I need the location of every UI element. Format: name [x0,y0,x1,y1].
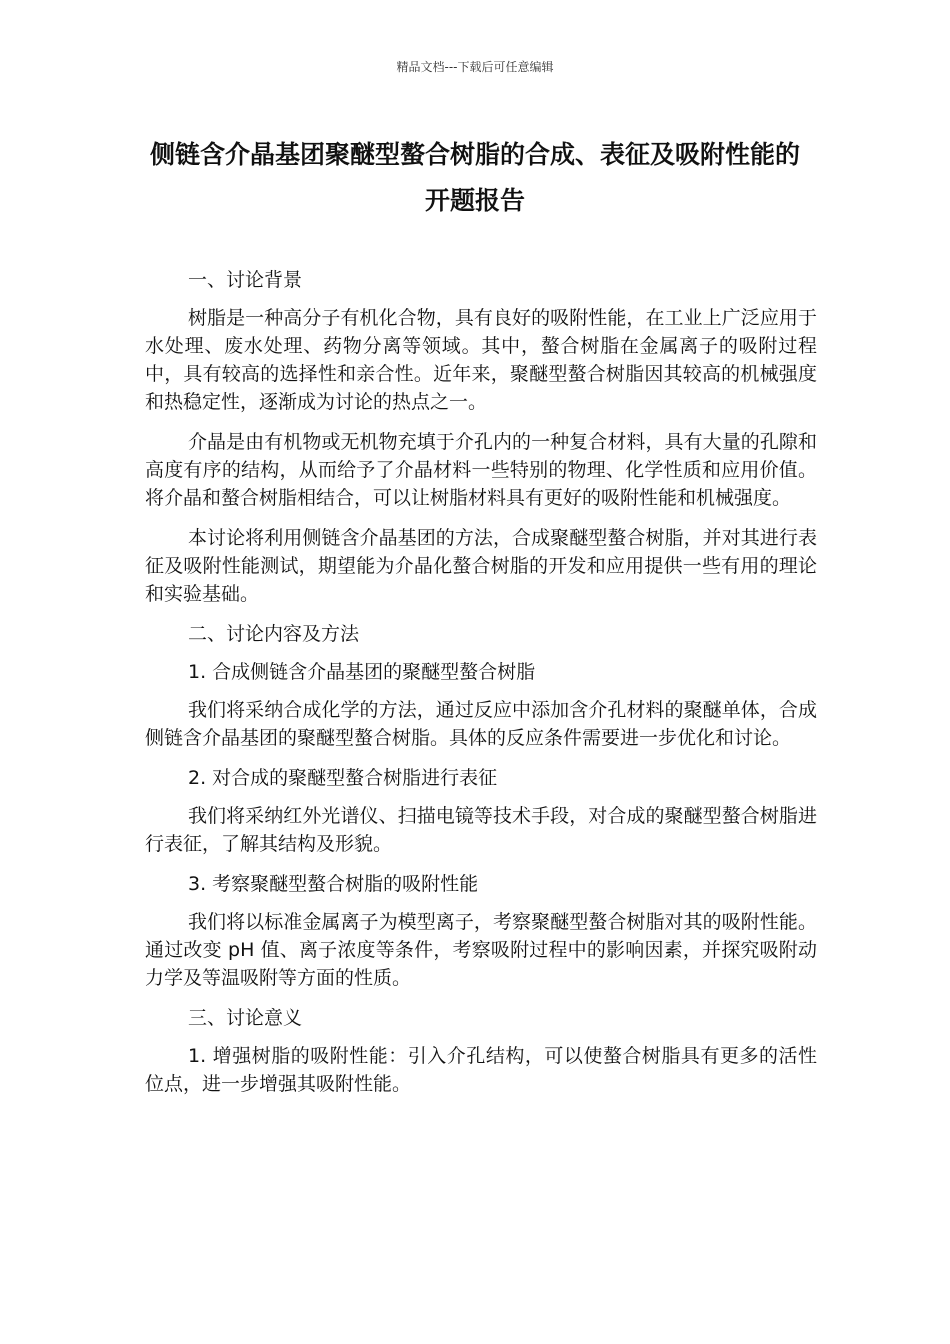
paragraph-research-aim: 本讨论将利用侧链含介晶基团的方法，合成聚醚型螯合树脂，并对其进行表征及吸附性能测试，期望能为介晶化螯合树脂的开发和应用提供一些有用的理论和实验基础。 [145,527,817,605]
subheading-adsorption: 3. 考察聚醚型螯合树脂的吸附性能 [188,873,479,895]
section-heading-significance: 三、讨论意义 [188,1007,303,1029]
section-heading-background: 一、讨论背景 [188,269,303,291]
document-title: 侧链含介晶基团聚醚型螯合树脂的合成、表征及吸附性能的开题报告 [149,140,800,215]
paragraph-synthesis: 我们将采纳合成化学的方法，通过反应中添加含介孔材料的聚醚单体，合成侧链含介晶基团的聚醚型螯合树脂。具体的反应条件需要进一步优化和讨论。 [145,699,817,749]
paragraph-adsorption: 我们将以标准金属离子为模型离子，考察聚醚型螯合树脂对其的吸附性能。通过改变 pH 值、离子浓度等条件，考察吸附过程中的影响因素，并探究吸附动力学及等温吸附等方面的性质。 [145,911,817,989]
document-body [145,266,817,1110]
paragraph-resin-intro: 树脂是一种高分子有机化合物，具有良好的吸附性能，在工业上广泛应用于水处理、废水处理、药物分离等领域。其中，螯合树脂在金属离子的吸附过程中，具有较高的选择性和亲合性。近年来，聚醚型螯合树脂因其较高的机械强度和热稳定性，逐渐成为讨论的热点之一。 [145,307,817,413]
paragraph-characterization: 我们将采纳红外光谱仪、扫描电镜等技术手段，对合成的聚醚型螯合树脂进行表征，了解其结构及形貌。 [145,805,817,855]
paragraph-mesocrystal-intro: 介晶是由有机物或无机物充填于介孔内的一种复合材料，具有大量的孔隙和高度有序的结构，从而给予了介晶材料一些特别的物理、化学性质和应用价值。将介晶和螯合树脂相结合，可以让树脂材料具有更好的吸附性能和机械强度。 [145,431,817,509]
section-heading-content-methods: 二、讨论内容及方法 [188,623,360,645]
subheading-characterization: 2. 对合成的聚醚型螯合树脂进行表征 [188,767,498,789]
paragraph-significance-1: 1. 增强树脂的吸附性能：引入介孔结构，可以使螯合树脂具有更多的活性位点，进一步增强其吸附性能。 [145,1045,817,1095]
header-note: 精品文档---下载后可任意编辑 [396,60,554,74]
subheading-synthesis: 1. 合成侧链含介晶基团的聚醚型螯合树脂 [188,661,536,683]
